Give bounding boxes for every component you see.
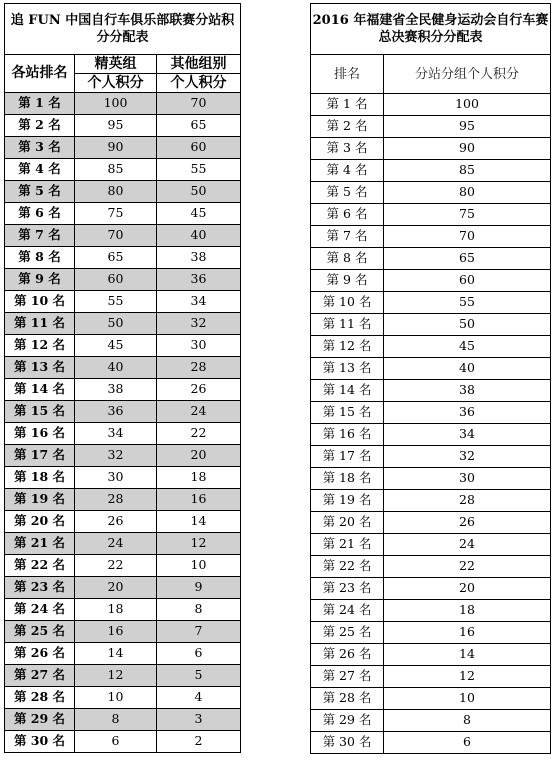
elite-points-cell: 100	[75, 93, 157, 115]
other-points-cell: 20	[157, 445, 241, 467]
points-cell: 14	[384, 644, 551, 666]
table-row	[311, 490, 551, 512]
table-row	[5, 489, 241, 511]
points-cell: 32	[384, 446, 551, 468]
rank-cell: 第 10 名	[311, 292, 384, 314]
col-elite-header-top: 精英组	[75, 55, 157, 74]
rank-cell: 第 20 名	[5, 511, 75, 533]
other-points-cell: 4	[157, 687, 241, 709]
table-row	[311, 688, 551, 710]
rank-cell: 第 19 名	[5, 489, 75, 511]
table-row	[311, 468, 551, 490]
rank-cell: 第 13 名	[5, 357, 75, 379]
rank-cell: 第 22 名	[5, 555, 75, 577]
rank-cell: 第 9 名	[311, 270, 384, 292]
table-row	[5, 203, 241, 225]
col-other-header-top: 其他组别	[157, 55, 241, 74]
elite-points-cell: 36	[75, 401, 157, 423]
elite-points-cell: 14	[75, 643, 157, 665]
points-cell: 100	[384, 94, 551, 116]
other-points-cell: 28	[157, 357, 241, 379]
other-points-cell: 16	[157, 489, 241, 511]
points-cell: 8	[384, 710, 551, 732]
elite-points-cell: 12	[75, 665, 157, 687]
table-row	[5, 665, 241, 687]
rank-cell: 第 29 名	[311, 710, 384, 732]
table-row	[311, 380, 551, 402]
rank-cell: 第 20 名	[311, 512, 384, 534]
rank-cell: 第 13 名	[311, 358, 384, 380]
left-table-title: 追 FUN 中国自行车俱乐部联赛分站积分分配表	[5, 4, 241, 55]
table-row	[311, 94, 551, 116]
table-row	[311, 336, 551, 358]
other-points-cell: 26	[157, 379, 241, 401]
rank-cell: 第 18 名	[5, 467, 75, 489]
elite-points-cell: 6	[75, 731, 157, 753]
elite-points-cell: 95	[75, 115, 157, 137]
points-cell: 20	[384, 578, 551, 600]
points-cell: 18	[384, 600, 551, 622]
points-cell: 75	[384, 204, 551, 226]
rank-cell: 第 26 名	[311, 644, 384, 666]
table-row	[5, 269, 241, 291]
table-row	[5, 335, 241, 357]
other-points-cell: 40	[157, 225, 241, 247]
points-cell: 16	[384, 622, 551, 644]
col-rank-header-right: 排名	[311, 55, 384, 94]
rank-cell: 第 11 名	[311, 314, 384, 336]
other-points-cell: 34	[157, 291, 241, 313]
rank-cell: 第 4 名	[311, 160, 384, 182]
elite-points-cell: 50	[75, 313, 157, 335]
rank-cell: 第 27 名	[311, 666, 384, 688]
elite-points-cell: 90	[75, 137, 157, 159]
table-row	[311, 666, 551, 688]
table-row	[5, 643, 241, 665]
rank-cell: 第 17 名	[311, 446, 384, 468]
rank-cell: 第 4 名	[5, 159, 75, 181]
other-points-cell: 45	[157, 203, 241, 225]
table-row	[311, 160, 551, 182]
rank-cell: 第 5 名	[311, 182, 384, 204]
rank-cell: 第 3 名	[311, 138, 384, 160]
points-cell: 70	[384, 226, 551, 248]
other-points-cell: 5	[157, 665, 241, 687]
table-row	[5, 467, 241, 489]
rank-cell: 第 11 名	[5, 313, 75, 335]
elite-points-cell: 18	[75, 599, 157, 621]
other-points-cell: 3	[157, 709, 241, 731]
provincial-final-points-table	[310, 3, 551, 754]
elite-points-cell: 24	[75, 533, 157, 555]
elite-points-cell: 65	[75, 247, 157, 269]
rank-cell: 第 16 名	[5, 423, 75, 445]
elite-points-cell: 55	[75, 291, 157, 313]
rank-cell: 第 2 名	[5, 115, 75, 137]
table-row	[5, 423, 241, 445]
elite-points-cell: 32	[75, 445, 157, 467]
rank-cell: 第 8 名	[5, 247, 75, 269]
table-row	[5, 357, 241, 379]
other-points-cell: 6	[157, 643, 241, 665]
table-row	[5, 577, 241, 599]
other-points-cell: 55	[157, 159, 241, 181]
table-row	[311, 556, 551, 578]
rank-cell: 第 12 名	[311, 336, 384, 358]
table-row	[311, 226, 551, 248]
other-points-cell: 24	[157, 401, 241, 423]
other-points-cell: 9	[157, 577, 241, 599]
other-points-cell: 22	[157, 423, 241, 445]
rank-cell: 第 21 名	[311, 534, 384, 556]
points-cell: 28	[384, 490, 551, 512]
rank-cell: 第 14 名	[311, 380, 384, 402]
table-row	[311, 116, 551, 138]
table-row	[5, 709, 241, 731]
table-row	[311, 204, 551, 226]
elite-points-cell: 30	[75, 467, 157, 489]
points-cell: 22	[384, 556, 551, 578]
rank-cell: 第 1 名	[5, 93, 75, 115]
elite-points-cell: 34	[75, 423, 157, 445]
other-points-cell: 50	[157, 181, 241, 203]
rank-cell: 第 15 名	[5, 401, 75, 423]
rank-cell: 第 1 名	[311, 94, 384, 116]
table-row	[311, 182, 551, 204]
other-points-cell: 12	[157, 533, 241, 555]
table-row	[5, 247, 241, 269]
table-row	[311, 622, 551, 644]
elite-points-cell: 85	[75, 159, 157, 181]
table-row	[311, 534, 551, 556]
table-row	[311, 446, 551, 468]
elite-points-cell: 75	[75, 203, 157, 225]
rank-cell: 第 23 名	[311, 578, 384, 600]
table-row	[311, 402, 551, 424]
elite-points-cell: 60	[75, 269, 157, 291]
elite-points-cell: 22	[75, 555, 157, 577]
rank-cell: 第 30 名	[311, 732, 384, 754]
rank-cell: 第 18 名	[311, 468, 384, 490]
table-row	[311, 512, 551, 534]
table-row	[5, 181, 241, 203]
points-cell: 85	[384, 160, 551, 182]
rank-cell: 第 2 名	[311, 116, 384, 138]
other-points-cell: 36	[157, 269, 241, 291]
points-cell: 95	[384, 116, 551, 138]
points-cell: 38	[384, 380, 551, 402]
rank-cell: 第 7 名	[311, 226, 384, 248]
other-points-cell: 18	[157, 467, 241, 489]
points-cell: 45	[384, 336, 551, 358]
points-cell: 36	[384, 402, 551, 424]
rank-cell: 第 21 名	[5, 533, 75, 555]
points-cell: 55	[384, 292, 551, 314]
right-table-title: 2016 年福建省全民健身运动会自行车赛总决赛积分分配表	[311, 4, 551, 55]
table-row	[5, 291, 241, 313]
elite-points-cell: 8	[75, 709, 157, 731]
points-cell: 40	[384, 358, 551, 380]
other-points-cell: 30	[157, 335, 241, 357]
table-row	[311, 292, 551, 314]
rank-cell: 第 12 名	[5, 335, 75, 357]
elite-points-cell: 40	[75, 357, 157, 379]
rank-cell: 第 6 名	[311, 204, 384, 226]
points-cell: 24	[384, 534, 551, 556]
other-points-cell: 10	[157, 555, 241, 577]
table-row	[5, 93, 241, 115]
rank-cell: 第 25 名	[5, 621, 75, 643]
other-points-cell: 70	[157, 93, 241, 115]
table-row	[5, 599, 241, 621]
rank-cell: 第 15 名	[311, 402, 384, 424]
table-row	[5, 137, 241, 159]
rank-cell: 第 7 名	[5, 225, 75, 247]
table-row	[5, 401, 241, 423]
table-row	[5, 313, 241, 335]
table-row	[5, 687, 241, 709]
elite-points-cell: 10	[75, 687, 157, 709]
col-elite-header-bottom: 个人积分	[75, 74, 157, 93]
rank-cell: 第 6 名	[5, 203, 75, 225]
table-row	[311, 732, 551, 754]
col-points-header-right: 分站分组个人积分	[384, 55, 551, 94]
elite-points-cell: 26	[75, 511, 157, 533]
col-rank-header: 各站排名	[5, 55, 75, 93]
table-row	[311, 600, 551, 622]
rank-cell: 第 24 名	[311, 600, 384, 622]
points-cell: 65	[384, 248, 551, 270]
table-row	[311, 270, 551, 292]
other-points-cell: 8	[157, 599, 241, 621]
elite-points-cell: 45	[75, 335, 157, 357]
rank-cell: 第 9 名	[5, 269, 75, 291]
table-row	[311, 578, 551, 600]
table-row	[5, 533, 241, 555]
elite-points-cell: 70	[75, 225, 157, 247]
rank-cell: 第 27 名	[5, 665, 75, 687]
rank-cell: 第 8 名	[311, 248, 384, 270]
points-cell: 6	[384, 732, 551, 754]
rank-cell: 第 14 名	[5, 379, 75, 401]
rank-cell: 第 5 名	[5, 181, 75, 203]
other-points-cell: 32	[157, 313, 241, 335]
table-row	[5, 511, 241, 533]
other-points-cell: 65	[157, 115, 241, 137]
rank-cell: 第 30 名	[5, 731, 75, 753]
rank-cell: 第 29 名	[5, 709, 75, 731]
table-row	[5, 225, 241, 247]
points-cell: 50	[384, 314, 551, 336]
rank-cell: 第 25 名	[311, 622, 384, 644]
rank-cell: 第 22 名	[311, 556, 384, 578]
elite-points-cell: 38	[75, 379, 157, 401]
elite-points-cell: 16	[75, 621, 157, 643]
table-row	[5, 159, 241, 181]
rank-cell: 第 3 名	[5, 137, 75, 159]
points-cell: 90	[384, 138, 551, 160]
table-row	[5, 621, 241, 643]
rank-cell: 第 19 名	[311, 490, 384, 512]
table-row	[5, 555, 241, 577]
points-cell: 34	[384, 424, 551, 446]
points-cell: 60	[384, 270, 551, 292]
other-points-cell: 7	[157, 621, 241, 643]
rank-cell: 第 28 名	[311, 688, 384, 710]
table-row	[5, 731, 241, 753]
table-row	[5, 379, 241, 401]
rank-cell: 第 16 名	[311, 424, 384, 446]
table-row	[311, 248, 551, 270]
rank-cell: 第 26 名	[5, 643, 75, 665]
rank-cell: 第 17 名	[5, 445, 75, 467]
points-cell: 80	[384, 182, 551, 204]
points-cell: 30	[384, 468, 551, 490]
points-cell: 26	[384, 512, 551, 534]
col-other-header-bottom: 个人积分	[157, 74, 241, 93]
elite-points-cell: 80	[75, 181, 157, 203]
points-cell: 10	[384, 688, 551, 710]
other-points-cell: 14	[157, 511, 241, 533]
table-row	[5, 115, 241, 137]
table-row	[311, 314, 551, 336]
table-row	[311, 424, 551, 446]
club-league-points-table	[4, 3, 241, 753]
other-points-cell: 38	[157, 247, 241, 269]
rank-cell: 第 24 名	[5, 599, 75, 621]
table-row	[311, 358, 551, 380]
rank-cell: 第 10 名	[5, 291, 75, 313]
table-row	[311, 710, 551, 732]
elite-points-cell: 28	[75, 489, 157, 511]
elite-points-cell: 20	[75, 577, 157, 599]
other-points-cell: 60	[157, 137, 241, 159]
table-row	[5, 445, 241, 467]
table-row	[311, 138, 551, 160]
table-row	[311, 644, 551, 666]
rank-cell: 第 28 名	[5, 687, 75, 709]
points-cell: 12	[384, 666, 551, 688]
other-points-cell: 2	[157, 731, 241, 753]
rank-cell: 第 23 名	[5, 577, 75, 599]
